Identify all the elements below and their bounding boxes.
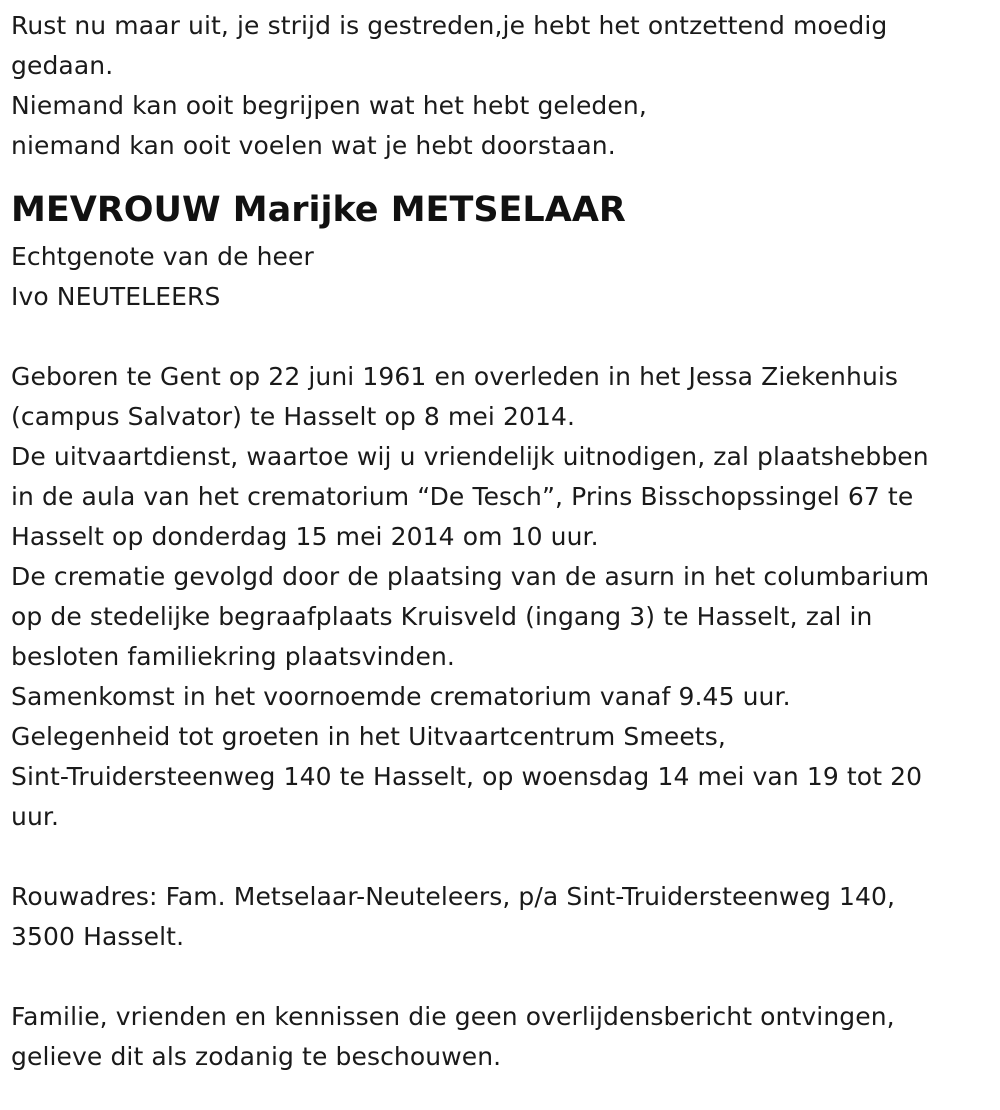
mourning-address: [11, 877, 996, 957]
spacer: [11, 837, 996, 877]
details-line: Sint-Truidersteenweg 140 te Hasselt, op woensdag 14 mei van 19 tot 20: [11, 762, 923, 791]
details-line: op de stedelijke begraafplaats Kruisveld (ingang 3) te Hasselt, zal in: [11, 602, 873, 631]
closing-note: [11, 997, 996, 1077]
spacer: [11, 317, 996, 357]
details-line: Geboren te Gent op 22 juni 1961 en overleden in het Jessa Ziekenhuis: [11, 362, 899, 391]
funeral-details: [11, 357, 996, 837]
deceased-name: MEVROUW Marijke METSELAAR: [11, 190, 626, 230]
details-line: Gelegenheid tot groeten in het Uitvaartcentrum Smeets,: [11, 722, 726, 751]
obituary-notice: [11, 6, 996, 1077]
closing-line: Familie, vrienden en kennissen die geen overlijdensbericht ontvingen,: [11, 1002, 895, 1031]
spouse-line: Echtgenote van de heer: [11, 242, 314, 271]
details-line: De crematie gevolgd door de plaatsing van de asurn in het columbarium: [11, 562, 930, 591]
poem-line: Rust nu maar uit, je strijd is gestreden,je hebt het ontzettend moedig: [11, 11, 888, 40]
details-line: Samenkomst in het voornoemde crematorium vanaf 9.45 uur.: [11, 682, 791, 711]
address-line: 3500 Hasselt.: [11, 922, 185, 951]
spacer: [11, 957, 996, 997]
poem-line: niemand kan ooit voelen wat je hebt doorstaan.: [11, 131, 616, 160]
spouse-name: Ivo NEUTELEERS: [11, 282, 221, 311]
details-line: uur.: [11, 802, 60, 831]
poem-line: Niemand kan ooit begrijpen wat het hebt geleden,: [11, 91, 647, 120]
closing-line: gelieve dit als zodanig te beschouwen.: [11, 1042, 502, 1071]
spouse-info: [11, 237, 996, 317]
poem: [11, 6, 996, 166]
details-line: besloten familiekring plaatsvinden.: [11, 642, 455, 671]
details-line: in de aula van het crematorium “De Tesch”, Prins Bisschopssingel 67 te: [11, 482, 914, 511]
details-line: De uitvaartdienst, waartoe wij u vriendelijk uitnodigen, zal plaatshebben: [11, 442, 929, 471]
poem-line: gedaan.: [11, 51, 114, 80]
details-line: Hasselt op donderdag 15 mei 2014 om 10 uur.: [11, 522, 599, 551]
details-line: (campus Salvator) te Hasselt op 8 mei 2014.: [11, 402, 576, 431]
address-line: Rouwadres: Fam. Metselaar-Neuteleers, p/a Sint-Truidersteenweg 140,: [11, 882, 896, 911]
